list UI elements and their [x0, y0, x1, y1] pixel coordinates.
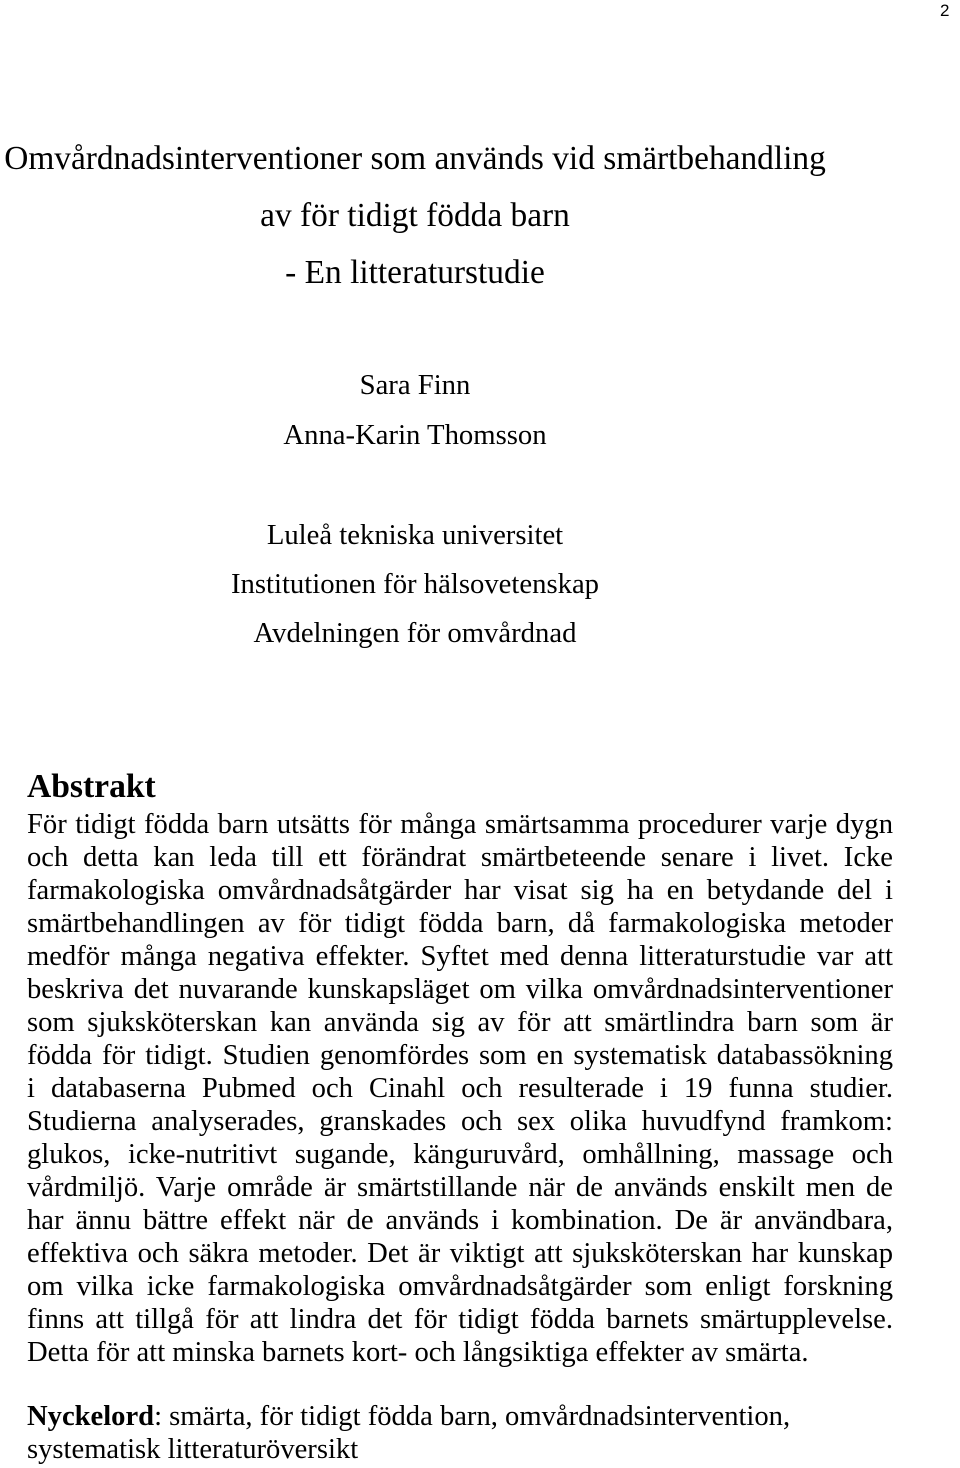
page-number: 2 [940, 1, 950, 20]
abstract-paragraph [27, 808, 893, 1369]
authors-block [0, 360, 830, 460]
abstract-heading: Abstrakt [27, 768, 156, 805]
subtitle-line: - En litteraturstudie [285, 254, 545, 291]
abstract-line: effektiva och säkra metoder. Det är viktigt att sjuksköterskan har kunskap [27, 1238, 893, 1269]
keywords-text: : smärta, för tidigt födda barn, omvårdnadsintervention, systematisk litteraturöversikt [27, 1401, 791, 1465]
author-name: Sara Finn [359, 369, 471, 401]
abstract-line: som sjuksköterskan kan använda sig av för att smärtlindra barn som är [27, 1007, 893, 1038]
abstract-line: medför många negativa effekter. Syftet med denna litteraturstudie var att [27, 941, 893, 972]
abstract-line: vårdmiljö. Varje område är smärtstillande när de används enskilt men de [27, 1172, 893, 1203]
abstract-line: farmakologiska omvårdnadsåtgärder har visat sig ha en betydande del i [27, 875, 893, 906]
abstract-line: i databaserna Pubmed och Cinahl och resulterade i 19 funna studier. [27, 1073, 893, 1104]
abstract-line: Detta för att minska barnets kort- och långsiktiga effekter av smärta. [27, 1337, 809, 1368]
abstract-line: och detta kan leda till ett förändrat smärtbeteende senare i livet. Icke [27, 842, 893, 873]
affiliation-block [0, 511, 830, 658]
abstract-line: Studierna analyserades, granskades och sex olika huvudfynd framkom: [27, 1106, 893, 1137]
abstract-line: har ännu bättre effekt när de används i kombination. De är användbara, [27, 1205, 893, 1236]
abstract-line: För tidigt födda barn utsätts för många smärtsamma procedurer varje dygn [27, 809, 893, 840]
abstract-line: födda för tidigt. Studien genomfördes som en systematisk databassökning [27, 1040, 893, 1071]
author-name: Anna-Karin Thomsson [283, 419, 547, 451]
abstract-line: finns att tillgå för att lindra det för tidigt födda barnets smärtupplevelse. [27, 1304, 893, 1335]
abstract-line: glukos, icke-nutritivt sugande, känguruvård, omhållning, massage och [27, 1139, 893, 1170]
keywords-label: Nyckelord [27, 1401, 155, 1432]
title-line: Omvårdnadsinterventioner som används vid smärtbehandling [4, 140, 826, 177]
title-block [0, 130, 830, 301]
keywords [27, 1400, 893, 1466]
title-line: av för tidigt födda barn [260, 197, 570, 234]
affiliation-division: Avdelningen för omvårdnad [253, 617, 577, 649]
abstract-line: beskriva det nuvarande kunskapsläget om vilka omvårdnadsinterventioner [27, 974, 893, 1005]
affiliation-university: Luleå tekniska universitet [266, 519, 564, 551]
abstract-line: smärtbehandlingen av för tidigt födda barn, då farmakologiska metoder [27, 908, 893, 939]
affiliation-department: Institutionen för hälsovetenskap [230, 568, 600, 600]
abstract-line: om vilka icke farmakologiska omvårdnadsåtgärder som enligt forskning [27, 1271, 893, 1302]
